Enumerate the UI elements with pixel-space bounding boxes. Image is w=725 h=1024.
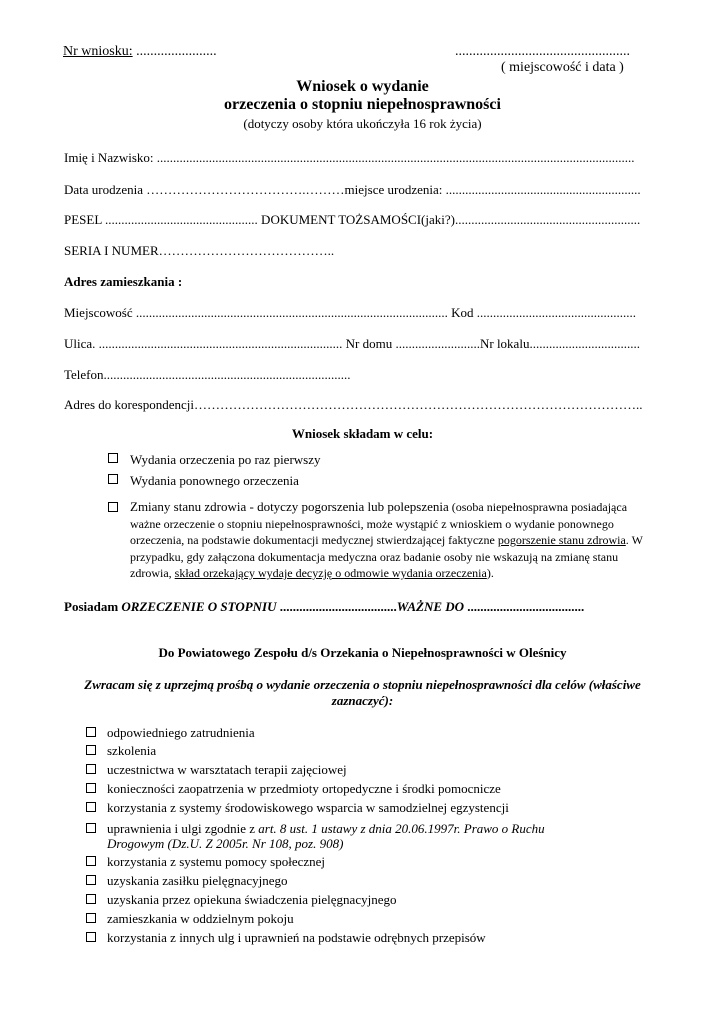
addressee: Do Powiatowego Zespołu d/s Orzekania o Niepełnosprawności w Oleśnicy	[158, 645, 567, 660]
purpose-repeat: Wydania ponownego orzeczenia	[130, 473, 299, 488]
possess-line	[64, 599, 584, 615]
place-date-label: ( miejscowość i data )	[501, 60, 624, 75]
field-city[interactable]: Miejscowość ................................................................................................ Kod .................................................	[64, 305, 636, 320]
use-support: korzystania z systemy środowiskowego wsparcia w samodzielnej egzystencji	[107, 800, 509, 815]
possess-emph-2: WAŻNE DO	[396, 599, 465, 614]
use-separate-room: zamieszkania w oddzielnym pokoju	[107, 911, 294, 926]
checkbox-use-social[interactable]	[86, 856, 96, 866]
use-road-law-a: uprawnienia i ulgi zgodnie z	[107, 821, 259, 836]
purpose-health-change-note-underline-2: skład orzekający wydaje decyzję o odmowie wydania orzeczenia	[174, 566, 487, 580]
checkbox-use-carer-benefit[interactable]	[86, 894, 96, 904]
use-road-law-b: art. 8 ust. 1 ustawy z dnia 20.06.1997r. Prawo o Ruchu	[258, 821, 545, 836]
possess-dots-2[interactable]: ....................................	[464, 599, 585, 614]
possess-prefix: Posiadam	[64, 599, 122, 614]
checkbox-use-other[interactable]	[86, 932, 96, 942]
checkbox-use-support[interactable]	[86, 802, 96, 812]
use-orthopedic: konieczności zaopatrzenia w przedmioty ortopedyczne i środki pomocnicze	[107, 781, 501, 796]
use-care-allowance: uzyskania zasiłku pielęgnacyjnego	[107, 873, 288, 888]
purpose-health-change-note-a: (osoba niepełnosprawna posiadająca ważne orzeczenie o stopniu niepełnosprawności, może wystąpić z wnioskiem o wydanie ponownego orzeczenia, na podstawie dokumentacji medycznej stwierdzającej faktyczne	[130, 500, 628, 547]
place-date-dots: ..................................................	[455, 44, 630, 59]
use-training: szkolenia	[107, 743, 157, 758]
use-workshops: uczestnictwa w warsztatach terapii zajęciowej	[107, 762, 347, 777]
use-road-law-c: Drogowym (Dz.U. Z 2005r. Nr 108, poz. 908)	[107, 836, 344, 851]
checkbox-use-employment[interactable]	[86, 727, 96, 737]
checkbox-use-care-allowance[interactable]	[86, 875, 96, 885]
use-carer-benefit: uzyskania przez opiekuna świadczenia pielęgnacyjnego	[107, 892, 397, 907]
purpose-health-change	[130, 499, 660, 582]
checkbox-health-change[interactable]	[108, 502, 118, 512]
field-name[interactable]: Imię i Nazwisko: ...................................................................................................................................................	[64, 150, 635, 165]
checkbox-use-orthopedic[interactable]	[86, 783, 96, 793]
title-line-2: orzeczenia o stopniu niepełnosprawności	[224, 96, 501, 113]
field-pesel[interactable]: PESEL ............................................... DOKUMENT TOŻSAMOŚCI(jaki?).........................................................	[64, 212, 641, 227]
checkbox-first-time[interactable]	[108, 453, 118, 463]
request-line-2: zaznaczyć):	[331, 693, 394, 708]
field-street[interactable]: Ulica. ........................................................................... Nr domu ..........................Nr lokalu..................................	[64, 336, 640, 351]
purpose-first-time: Wydania orzeczenia po raz pierwszy	[130, 452, 321, 467]
purpose-health-change-main: Zmiany stanu zdrowia - dotyczy pogorszenia lub polepszenia	[130, 499, 449, 514]
possess-dots-1[interactable]: ....................................	[276, 599, 397, 614]
application-number-dots: .......................	[132, 44, 217, 59]
address-heading: Adres zamieszkania :	[64, 274, 183, 289]
use-social: korzystania z systemu pomocy społecznej	[107, 854, 326, 869]
field-correspondence[interactable]: Adres do korespondencji…………………………………………………………………………………………..	[64, 397, 643, 412]
use-employment: odpowiedniego zatrudnienia	[107, 725, 255, 740]
checkbox-use-separate-room[interactable]	[86, 913, 96, 923]
field-phone[interactable]: Telefon............................................................................	[64, 367, 351, 382]
purpose-health-change-note-c: ).	[486, 566, 494, 580]
checkbox-use-training[interactable]	[86, 745, 96, 755]
request-line-1: Zwracam się z uprzejmą prośbą o wydanie orzeczenia o stopniu niepełnosprawności dla celów (właściwe	[84, 677, 641, 692]
field-birth[interactable]: Data urodzenia ……………………………….………miejsce urodzenia: ............................................................	[64, 182, 641, 197]
title-line-1: Wniosek o wydanie	[296, 78, 429, 95]
field-serial[interactable]: SERIA I NUMER…………………………………..	[64, 243, 335, 258]
use-other: korzystania z innych ulg i uprawnień na podstawie odrębnych przepisów	[107, 930, 486, 945]
application-number	[63, 44, 217, 60]
possess-emph-1: ORZECZENIE O STOPNIU	[121, 599, 277, 614]
use-road-law	[107, 821, 545, 837]
purpose-health-change-note-underline-1: pogorszenie stanu zdrowia	[497, 533, 626, 547]
checkbox-repeat[interactable]	[108, 474, 118, 484]
title-subtitle: (dotyczy osoby która ukończyła 16 rok życia)	[243, 116, 482, 131]
application-number-label: Nr wniosku:	[63, 44, 133, 59]
checkbox-use-road-law[interactable]	[86, 823, 96, 833]
purpose-heading: Wniosek składam w celu:	[291, 426, 434, 441]
checkbox-use-workshops[interactable]	[86, 764, 96, 774]
purpose-health-change-note-b: . W przypadku, gdy załączona dokumentacja medyczna oraz badanie osoby nie wskazują na zmianę stanu zdrowia,	[130, 533, 643, 580]
